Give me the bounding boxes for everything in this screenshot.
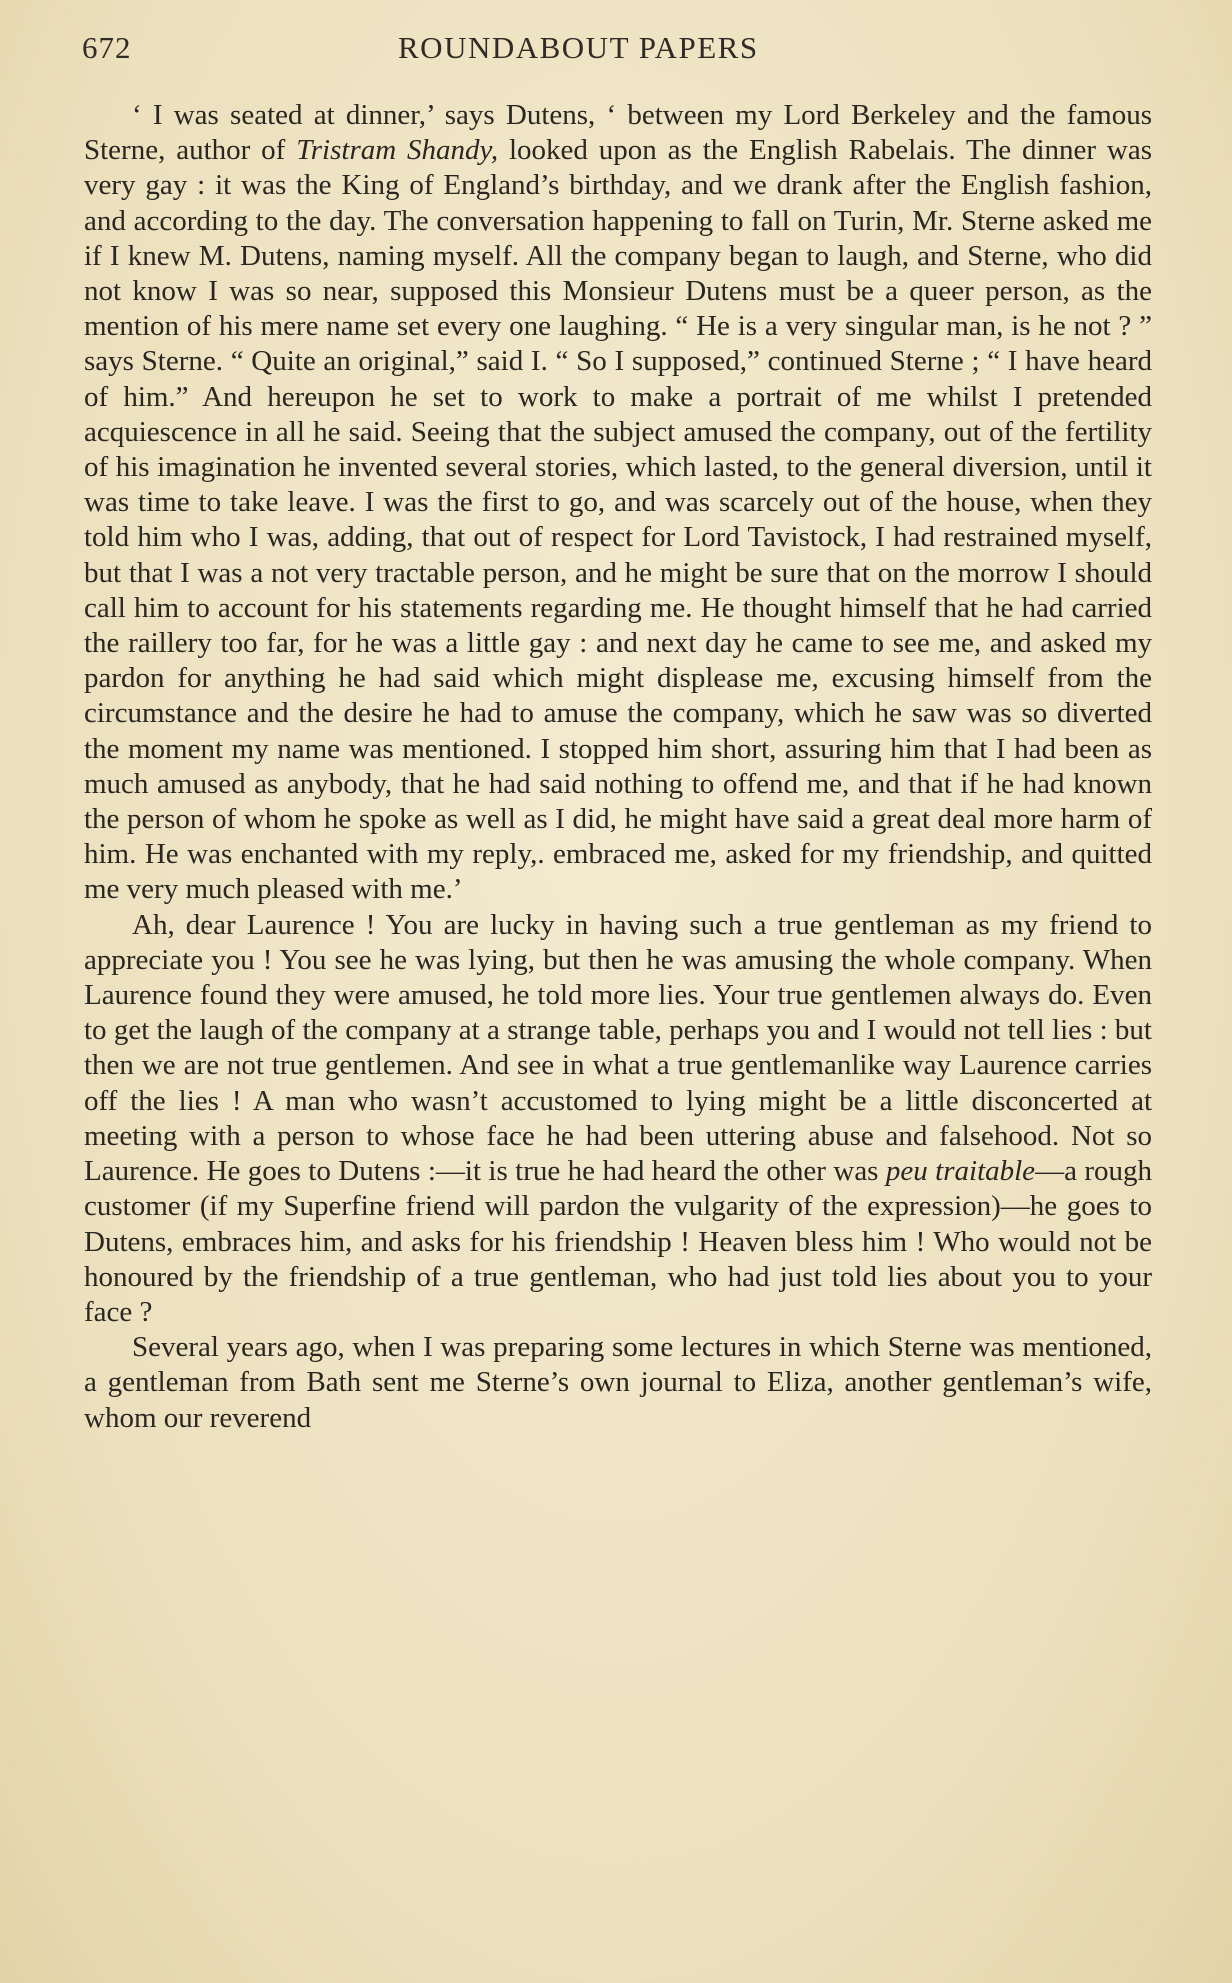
italic-phrase: peu traitable xyxy=(885,1155,1036,1188)
text-run: ‘ I was seated at dinner,’ says Dutens, ‘ between my Lord Berkeley and the famous Sterne, author of xyxy=(84,99,1152,167)
body-text xyxy=(84,98,1152,1436)
paragraph xyxy=(84,908,1152,1330)
text-run: Several years ago, when I was preparing some lectures in which Sterne was mentioned, a gentleman from Bath sent me Sterne’s own journal to Eliza, another gentleman’s wife, whom our reverend xyxy=(84,1331,1152,1434)
paragraph xyxy=(84,98,1152,908)
text-run: —a rough customer (if my Superfine friend will pardon the vulgarity of the expression)—he goes to Dutens, embraces him, and asks for his friendship ! Heaven bless him ! Who would not be honoured by the friendship of a true gentleman, who had just told lies about you to your face ? xyxy=(84,1155,1153,1328)
text-run: looked upon as the English Rabelais. The dinner was very gay : it was the King of England’s birthday, and we drank after the English fashion, and according to the day. The conversation happening to fall on Turin, Mr. Sterne asked me if I knew M. Dutens, naming myself. All the company began to laugh, and Sterne, who did not know I was so near, supposed this Monsieur Dutens must be a queer person, as the mention of his mere name set every one laughing. “ He is a very singular man, is he not ? ” says Sterne. “ Quite an original,” said I. “ So I supposed,” continued Sterne ; “ I have heard of him.” And hereupon he set to work to make a portrait of me whilst I pretended acquiescence in all he said. Seeing that the subject amused the company, out of the fertility of his imagination he invented several stories, which lasted, to the general diversion, until it was time to take leave. I was the first to go, and was scarcely out of the house, when they told him who I was, adding, that out of respect for Lord Tavistock, I had restrained myself, but that I was a not very tractable person, and he might be sure that on the morrow I should call him to account for his statements regarding me. He thought himself that he had carried the raillery too far, for he was a little gay : and next day he came to see me, and asked my pardon for anything he had said which might displease me, excusing himself from the circumstance and the desire he had to amuse the company, which he saw was so diverted the moment my name was mentioned. I stopped him short, assuring him that I had been as much amused as anybody, that he had said nothing to offend me, and that if he had known the person of whom he spoke as well as I did, he might have said a great deal more harm of him. He was enchanted with my reply,. embraced me, asked for my friendship, and quitted me very much pleased with me.’ xyxy=(84,134,1153,906)
page-number: 672 xyxy=(82,30,132,65)
italic-title: Tristram Shandy, xyxy=(296,134,499,167)
running-title: ROUNDABOUT PAPERS xyxy=(398,30,759,65)
page-header xyxy=(82,24,1152,74)
text-run: Ah, dear Laurence ! You are lucky in having such a true gentleman as my friend to appreciate you ! You see he was lying, but then he was amusing the whole company. When Laurence found they were amused, he told more lies. Your true gentlemen always do. Even to get the laugh of the company at a strange table, perhaps you and I would not tell lies : but then we are not true gentlemen. And see in what a true gentlemanlike way Laurence carries off the lies ! A man who wasn’t accustomed to lying might be a little disconcerted at meeting with a person to whose face he had been uttering abuse and falsehood. Not so Laurence. He goes to Dutens :—it is true he had heard the other was xyxy=(84,908,1152,1188)
paragraph xyxy=(84,1330,1152,1436)
